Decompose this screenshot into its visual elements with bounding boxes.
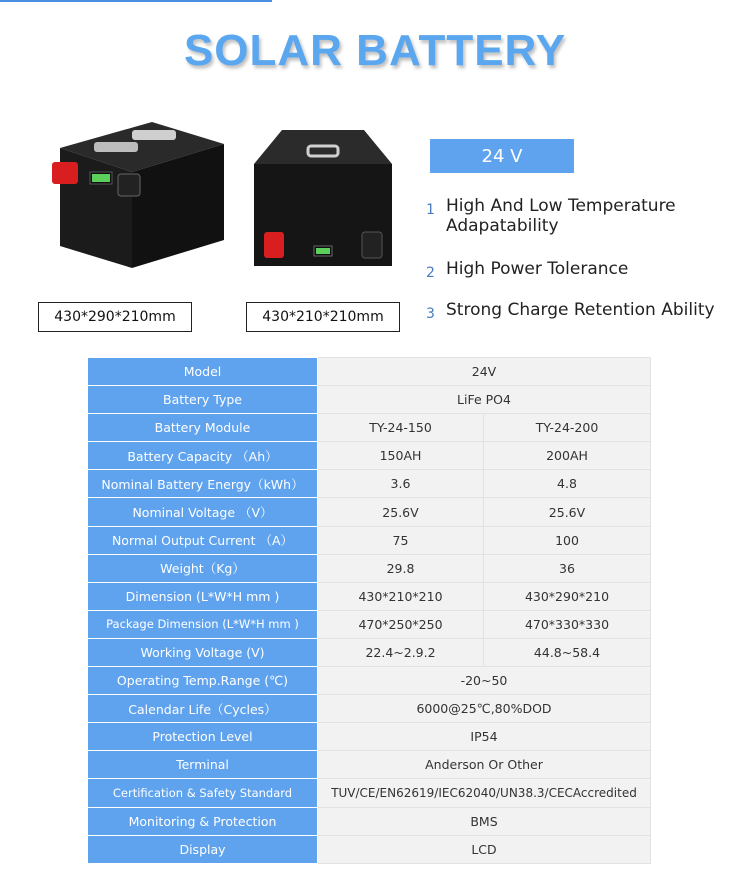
- table-row: [88, 526, 651, 554]
- spec-label: Display: [88, 835, 318, 863]
- spec-value: TY-24-200: [484, 414, 651, 442]
- spec-table: [87, 357, 651, 864]
- spec-label: Terminal: [88, 751, 318, 779]
- spec-value: 3.6: [318, 470, 484, 498]
- table-row: [88, 779, 651, 807]
- table-row: [88, 470, 651, 498]
- top-accent-line: [0, 0, 272, 2]
- spec-value: 75: [318, 526, 484, 554]
- spec-value: TUV/CE/EN62619/IEC62040/UN38.3/CECAccredited: [318, 779, 651, 807]
- spec-value: -20~50: [318, 667, 651, 695]
- spec-value: 25.6V: [318, 498, 484, 526]
- table-row: [88, 807, 651, 835]
- spec-label: Monitoring & Protection: [88, 807, 318, 835]
- spec-label: Nominal Battery Energy（kWh）: [88, 470, 318, 498]
- feature-item: [426, 300, 715, 322]
- spec-label: Dimension (L*W*H mm ): [88, 582, 318, 610]
- feature-text: High Power Tolerance: [446, 259, 629, 279]
- battery-image-front-view: [48, 122, 224, 270]
- dimension-label-2: 430*210*210mm: [246, 302, 400, 332]
- table-row: [88, 667, 651, 695]
- spec-label: Battery Type: [88, 386, 318, 414]
- table-row: [88, 442, 651, 470]
- feature-text: High And Low Temperature Adapatability: [446, 196, 676, 236]
- spec-value: Anderson Or Other: [318, 751, 651, 779]
- table-row: [88, 498, 651, 526]
- spec-value: 430*290*210: [484, 582, 651, 610]
- spec-value: 25.6V: [484, 498, 651, 526]
- table-row: [88, 723, 651, 751]
- feature-item: [426, 259, 628, 281]
- table-row: [88, 695, 651, 723]
- feature-text: Strong Charge Retention Ability: [446, 300, 715, 320]
- feature-item: [426, 196, 736, 236]
- spec-label: Certification & Safety Standard: [88, 779, 318, 807]
- spec-value: 150AH: [318, 442, 484, 470]
- dimension-label-1: 430*290*210mm: [38, 302, 192, 332]
- feature-number: 2: [426, 265, 435, 281]
- table-row: [88, 582, 651, 610]
- spec-label: Working Voltage (V): [88, 638, 318, 666]
- spec-value: 430*210*210: [318, 582, 484, 610]
- spec-value: LiFe PO4: [318, 386, 651, 414]
- voltage-badge: 24 V: [430, 139, 574, 173]
- spec-label: Nominal Voltage （V）: [88, 498, 318, 526]
- spec-value: LCD: [318, 835, 651, 863]
- spec-label: Weight（Kg）: [88, 554, 318, 582]
- feature-number: 3: [426, 306, 435, 322]
- spec-value: 100: [484, 526, 651, 554]
- spec-value: 22.4~2.9.2: [318, 638, 484, 666]
- page-title: SOLAR BATTERY: [183, 26, 567, 75]
- spec-label: Battery Capacity （Ah）: [88, 442, 318, 470]
- table-row: [88, 751, 651, 779]
- table-row: [88, 554, 651, 582]
- spec-value: 24V: [318, 358, 651, 386]
- table-row: [88, 386, 651, 414]
- spec-label: Protection Level: [88, 723, 318, 751]
- table-row: [88, 358, 651, 386]
- feature-number: 1: [426, 202, 435, 218]
- spec-label: Model: [88, 358, 318, 386]
- spec-label: Operating Temp.Range (℃): [88, 667, 318, 695]
- spec-label: Battery Module: [88, 414, 318, 442]
- spec-value: 44.8~58.4: [484, 638, 651, 666]
- spec-value: 470*250*250: [318, 610, 484, 638]
- table-row: [88, 414, 651, 442]
- table-row: [88, 835, 651, 863]
- spec-label: Normal Output Current （A）: [88, 526, 318, 554]
- table-row: [88, 638, 651, 666]
- table-row: [88, 610, 651, 638]
- spec-label: Package Dimension (L*W*H mm ): [88, 610, 318, 638]
- spec-value: 200AH: [484, 442, 651, 470]
- spec-value: 470*330*330: [484, 610, 651, 638]
- spec-value: 36: [484, 554, 651, 582]
- spec-value: IP54: [318, 723, 651, 751]
- spec-value: 4.8: [484, 470, 651, 498]
- spec-value: BMS: [318, 807, 651, 835]
- spec-value: TY-24-150: [318, 414, 484, 442]
- spec-label: Calendar Life（Cycles）: [88, 695, 318, 723]
- battery-image-rear-view: [252, 126, 394, 268]
- spec-value: 6000@25℃,80%DOD: [318, 695, 651, 723]
- spec-value: 29.8: [318, 554, 484, 582]
